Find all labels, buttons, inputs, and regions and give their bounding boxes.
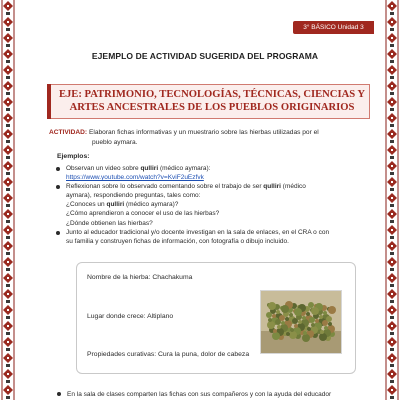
list-item: Junto al educador tradicional y/o docente investigan en la sala de enlaces, en el CRA o con su familia y construyen fichas de información, con fotografía o dibujo incluido. — [56, 228, 374, 246]
footer-list-item: En la sala de clases comparten las fichas con sus compañeros y con la ayuda del educador — [57, 390, 375, 399]
activity-description — [49, 128, 371, 147]
video-link[interactable]: https://www.youtube.com/watch?v=KviF2uEzfvk — [66, 174, 204, 182]
question-2: ¿Cómo aprendieron a conocer el uso de las hierbas? — [66, 210, 220, 218]
right-decorative-border — [384, 0, 400, 400]
eje-title-line1: EJE: PATRIMONIO, TECNOLOGÍAS, TÉCNICAS, CIENCIAS Y — [58, 89, 366, 100]
left-decorative-border — [0, 0, 16, 400]
eje-accent-bar — [47, 84, 51, 119]
activity-label: ACTIVIDAD: — [49, 129, 88, 136]
page-title: EJEMPLO DE ACTIVIDAD SUGERIDA DEL PROGRAMA — [91, 51, 319, 61]
bullet-icon — [56, 231, 60, 235]
herb-properties: Propiedades curativas: Cura la puna, dolor de cabeza — [87, 351, 250, 358]
herb-name: Nombre de la hierba: Chachakuma — [87, 274, 193, 281]
question-1: ¿Conoces un qulliri (médico aymara)? — [66, 201, 179, 209]
herb-place: Lugar donde crece: Altiplano — [87, 313, 174, 320]
eje-title — [58, 88, 366, 114]
examples-list — [56, 164, 374, 246]
activity-text-line1: Elaboran fichas informativas y un muestrario sobre las hierbas utilizadas por el — [88, 129, 319, 136]
herb-info-card — [76, 262, 356, 374]
bullet-icon — [57, 392, 61, 396]
examples-heading: Ejemplos: — [57, 153, 90, 160]
unit-tab: 3° BÁSICO Unidad 3 — [293, 21, 374, 34]
eje-title-line2: ARTES ANCESTRALES DE LOS PUEBLOS ORIGINARIOS — [69, 102, 355, 113]
herb-photo — [260, 290, 342, 354]
bullet-icon — [56, 185, 60, 189]
activity-text-line2: pueblo aymara. — [92, 138, 138, 146]
bullet-icon — [56, 167, 60, 171]
list-item: Reflexionan sobre lo observado comentando sobre el trabajo de ser qulliri (médico aymara), respondiendo preguntas, tales como: ¿Conoces un qulliri (médico aymara)? ¿Cómo aprendieron a conocer el uso de las hierbas? ¿Dónde obtienen las hierbas? — [56, 182, 374, 227]
question-3: ¿Dónde obtienen las hierbas? — [66, 219, 153, 227]
list-item: Observan un video sobre qulliri (médico aymara): https://www.youtube.com/watch?v=KviF2uEzfvk — [56, 164, 374, 182]
